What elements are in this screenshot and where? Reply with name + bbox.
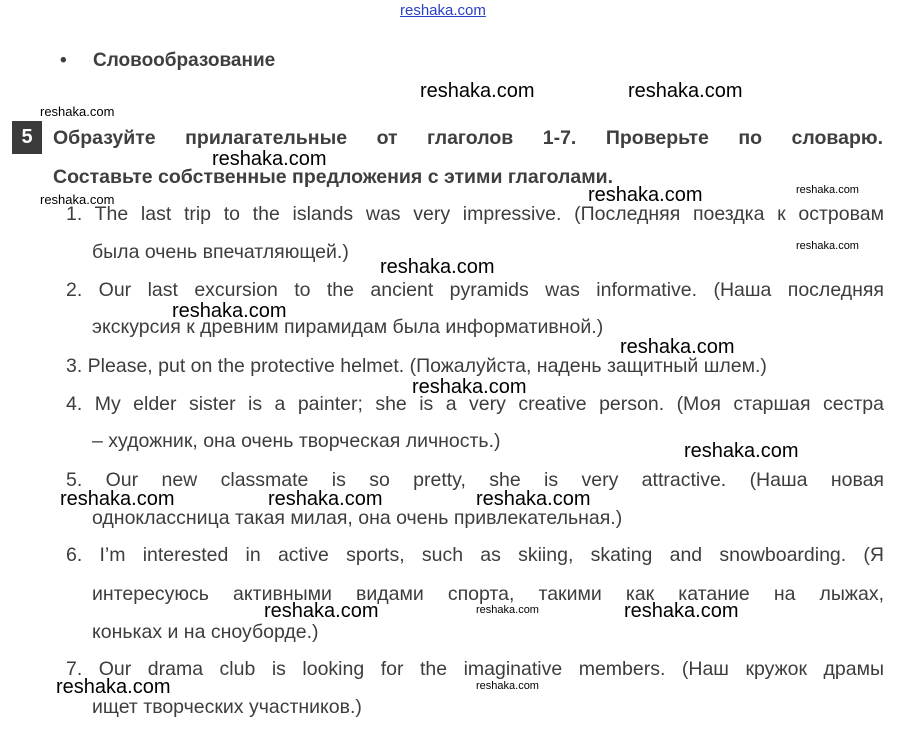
task-number-badge: 5: [12, 121, 42, 154]
watermark: reshaka.com: [796, 240, 859, 252]
item-6-line-1: 6. I’m interested in active sports, such as skiing, skating and snowboarding. (Я: [66, 544, 884, 566]
item-5-line-1: 5. Our new classmate is so pretty, she is very attractive. (Наша новая: [66, 469, 884, 491]
watermark: reshaka.com: [56, 676, 171, 698]
watermark: reshaka.com: [380, 256, 495, 278]
item-1-line-2: была очень впечатляющей.): [92, 241, 349, 263]
item-4-line-2: – художник, она очень творческая личность.): [92, 430, 501, 452]
section-heading: [60, 50, 275, 72]
watermark: reshaka.com: [40, 192, 115, 207]
watermark: reshaka.com: [212, 148, 327, 170]
watermark: reshaka.com: [620, 336, 735, 358]
watermark: reshaka.com: [60, 488, 175, 510]
item-5-line-2: одноклассница такая милая, она очень привлекательная.): [92, 507, 623, 529]
task-instruction-line-1: Образуйте прилагательные от глаголов 1-7. Проверьте по словарю.: [53, 127, 883, 149]
watermark: reshaka.com: [172, 300, 287, 322]
watermark: reshaka.com: [796, 184, 859, 196]
watermark: reshaka.com: [684, 440, 799, 462]
item-7-line-1: 7. Our drama club is looking for the imaginative members. (Наш кружок драмы: [66, 658, 884, 680]
item-1-line-1: 1. The last trip to the islands was very impressive. (Последняя поездка к островам: [66, 203, 884, 225]
watermark: reshaka.com: [476, 680, 539, 692]
watermark: reshaka.com: [624, 600, 739, 622]
watermark: reshaka.com: [40, 104, 115, 119]
site-header-link[interactable]: reshaka.com: [400, 2, 486, 19]
item-7-line-2: ищет творческих участников.): [92, 696, 362, 718]
watermark: reshaka.com: [412, 376, 527, 398]
bullet-icon: •: [60, 50, 67, 71]
item-2-line-1: 2. Our last excursion to the ancient pyramids was informative. (Наша последняя: [66, 279, 884, 301]
watermark: reshaka.com: [476, 488, 591, 510]
watermark: reshaka.com: [588, 184, 703, 206]
item-4-line-1: 4. My elder sister is a painter; she is a very creative person. (Моя старшая сестра: [66, 393, 884, 415]
watermark: reshaka.com: [268, 488, 383, 510]
item-3-line-1: 3. Please, put on the protective helmet. (Пожалуйста, надень защитный шлем.): [66, 355, 767, 377]
task-instruction-line-2: Составьте собственные предложения с этими глаголами.: [53, 166, 614, 188]
watermark: reshaka.com: [628, 80, 743, 102]
watermark: reshaka.com: [420, 80, 535, 102]
watermark: reshaka.com: [476, 604, 539, 616]
item-2-line-2: экскурсия к древним пирамидам была информативной.): [92, 316, 604, 338]
section-title: Словообразование: [93, 50, 276, 71]
item-6-line-3: коньках и на сноуборде.): [92, 621, 319, 643]
watermark: reshaka.com: [264, 600, 379, 622]
item-6-line-2: интересуюсь активными видами спорта, такими как катание на лыжах,: [92, 583, 884, 605]
